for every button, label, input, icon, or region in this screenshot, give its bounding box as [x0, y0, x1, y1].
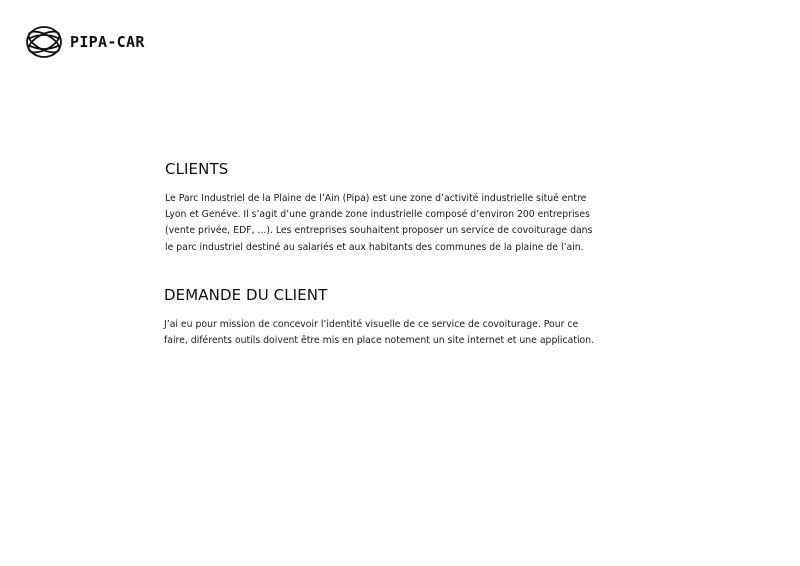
clients-section — [165, 159, 593, 256]
clients-line: Le Parc Industriel de la Plaine de l’Ain (Pipa) est une zone d’activité industrielle situé entre — [165, 193, 587, 204]
clients-line: (vente privée, EDF, ...). Les entreprises souhaitent proposer un service de covoiturage dans — [165, 225, 593, 237]
clients-line: Lyon et Genéve. Il s’agit d’une grande zone industrielle composé d’environ 200 entreprises — [165, 209, 590, 221]
client-request-section — [164, 285, 595, 349]
clients-line: le parc industriel destiné au salariés et aux habitants des communes de la plaine de l’ain. — [165, 241, 584, 253]
globe-car-icon — [24, 22, 64, 62]
client-request-line: faire, diférents outils doivent être mis en place notement un site internet et une application. — [164, 335, 595, 347]
client-request-heading: DEMANDE DU CLIENT — [164, 286, 328, 304]
brand-logo[interactable] — [24, 22, 145, 62]
clients-heading: CLIENTS — [165, 160, 229, 178]
brand-name: PIPA-CAR — [70, 32, 145, 51]
client-request-line: J’ai eu pour mission de concevoir l’identité visuelle de ce service de covoiturage. Pour ce — [164, 319, 579, 330]
